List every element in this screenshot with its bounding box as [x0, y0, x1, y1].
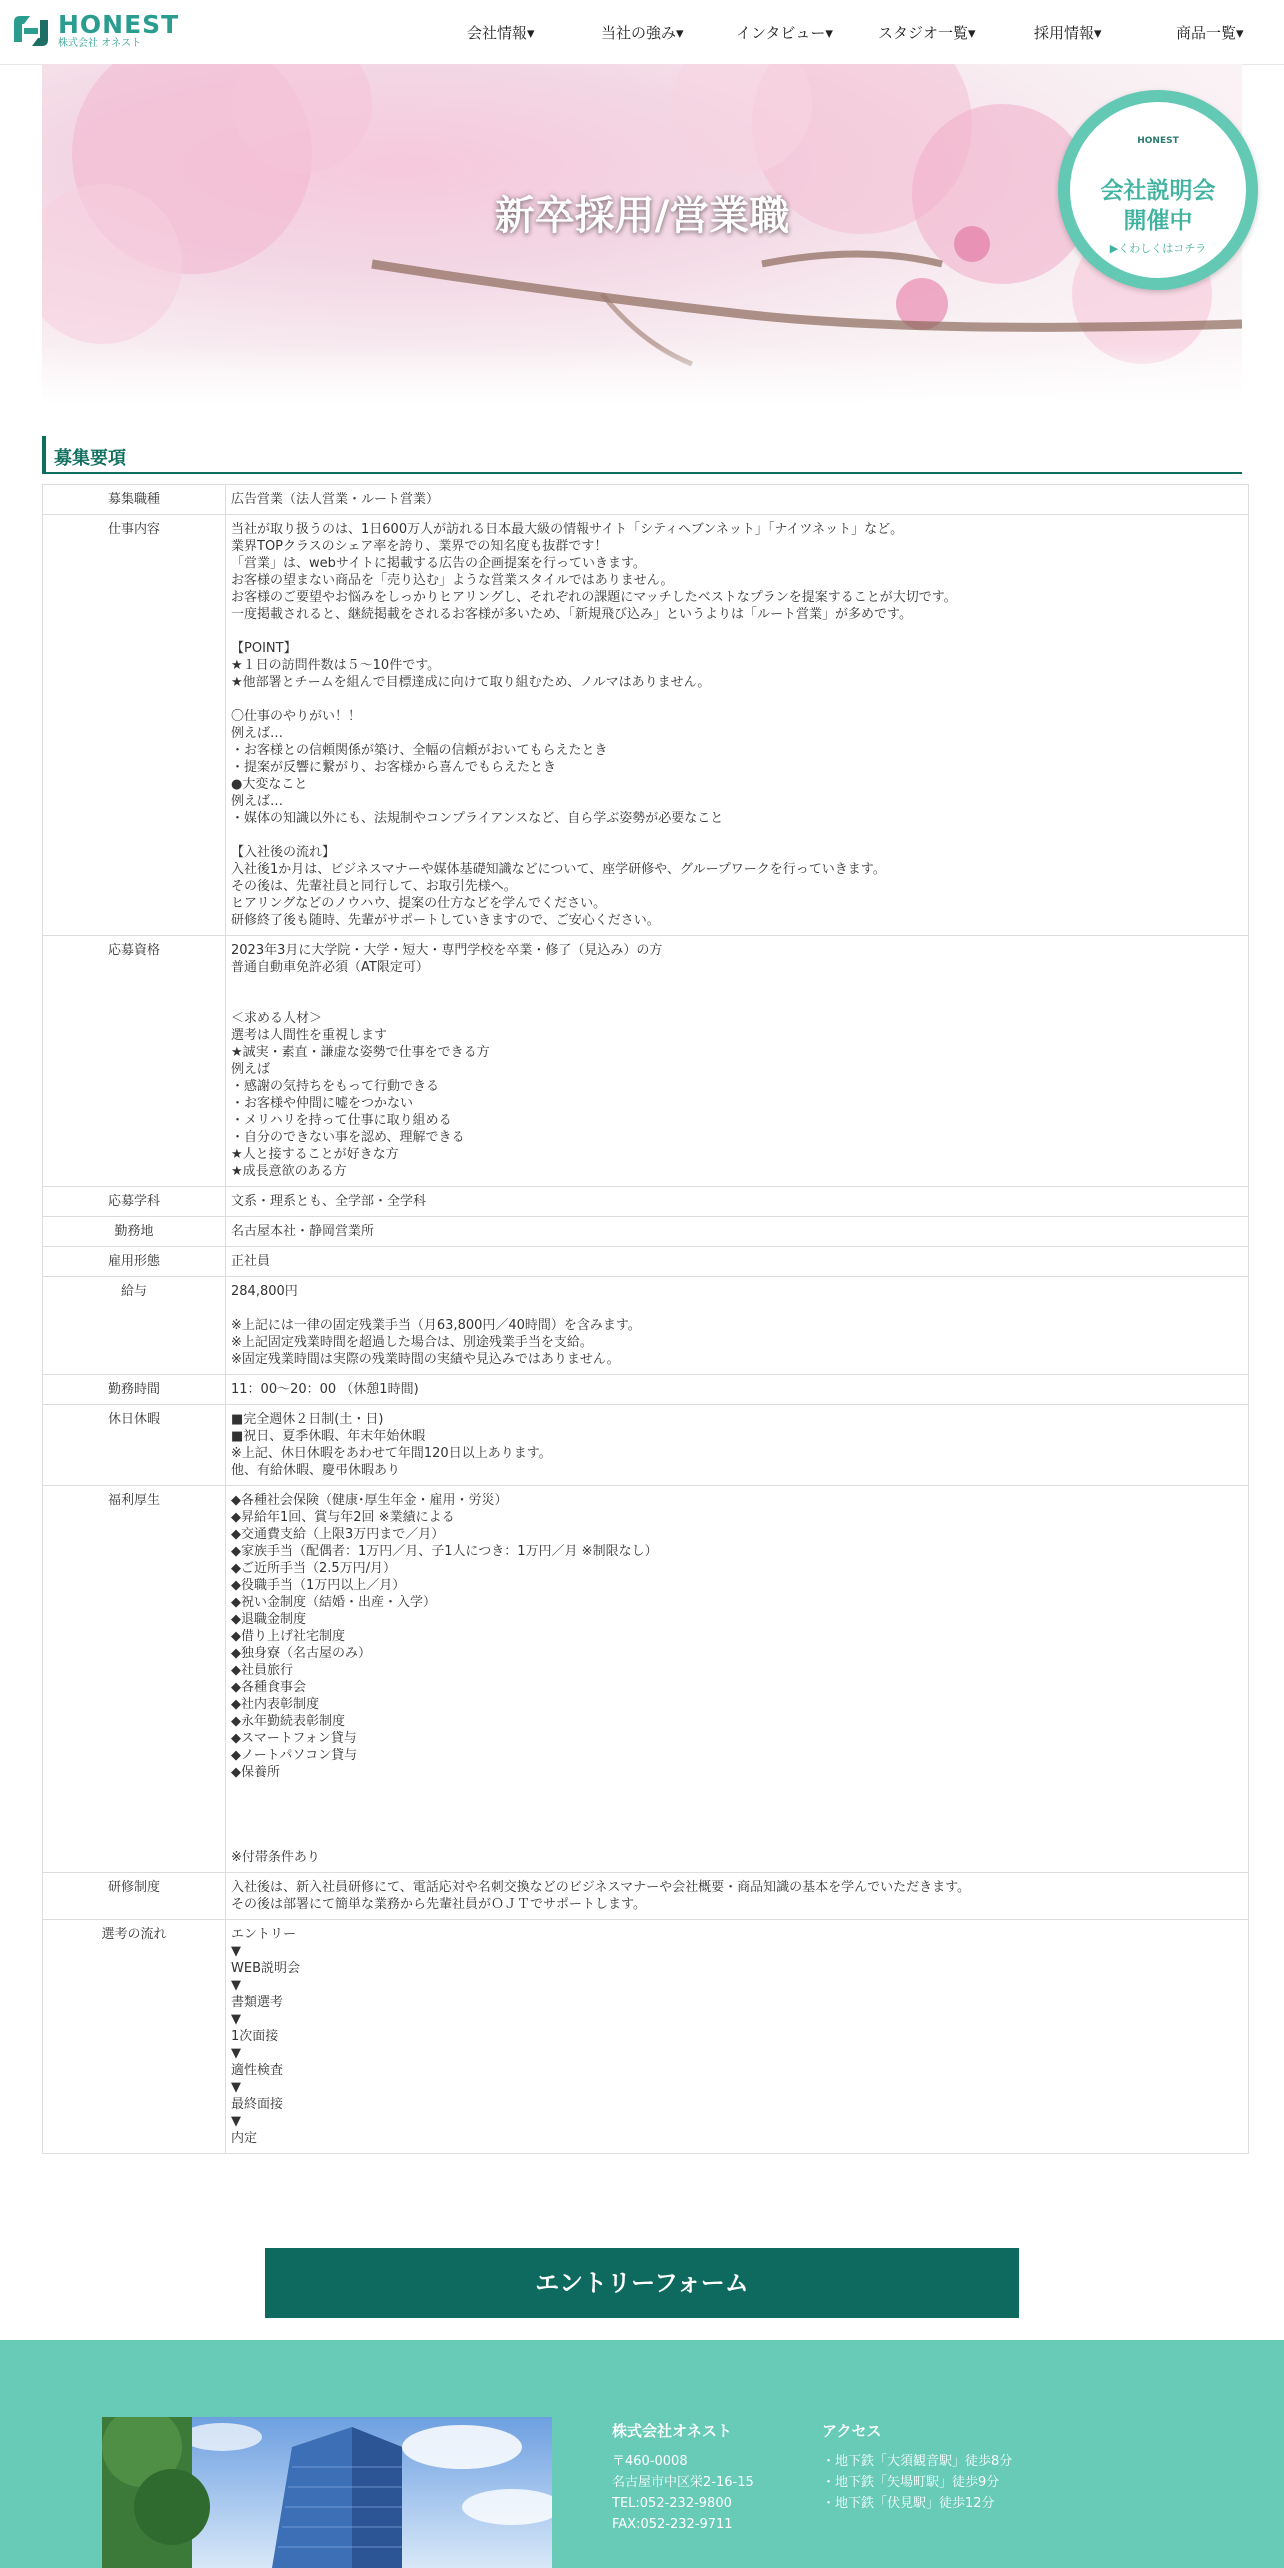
row-label: 給与 — [43, 1277, 226, 1375]
job-requirements-table — [42, 484, 1249, 2154]
row-label: 選考の流れ — [43, 1920, 226, 2154]
access-title: アクセス — [822, 2422, 882, 2440]
access-line: ・地下鉄「矢場町駅」徒歩9分 — [822, 2475, 1000, 2490]
row-value: 11：00～20：00 （休憩1時間) — [226, 1375, 1249, 1405]
row-value: エントリー ▼ WEB説明会 ▼ 書類選考 ▼ 1次面接 ▼ 適性検査 ▼ 最終面接 ▼ 内定 — [226, 1920, 1249, 2154]
building-image — [102, 2417, 552, 2568]
badge-line2: 開催中 — [1123, 208, 1193, 234]
access-line: ・地下鉄「大須観音駅」徒歩8分 — [822, 2454, 1013, 2469]
hero-title: 新卒採用/営業職 — [494, 193, 790, 239]
row-label: 勤務地 — [43, 1217, 226, 1247]
company-address: 名古屋市中区栄2-16-15 — [612, 2475, 754, 2490]
nav-item-studios[interactable]: スタジオ一覧▾ — [878, 24, 976, 42]
row-label: 応募資格 — [43, 936, 226, 1187]
table-row — [43, 1375, 1249, 1405]
row-label: 福利厚生 — [43, 1486, 226, 1873]
row-label: 募集職種 — [43, 485, 226, 515]
badge-details-link[interactable]: ▶くわしくはコチラ — [1109, 242, 1207, 255]
table-row — [43, 1920, 1249, 2154]
row-label: 研修制度 — [43, 1873, 226, 1920]
company-info — [612, 2420, 754, 2535]
row-value: 2023年3月に大学院・大学・短大・専門学校を卒業・修了（見込み）の方 普通自動車免許必須（AT限定可） ＜求める人材＞ 選考は人間性を重視します ★誠実・素直・謙虚な姿勢で仕事をできる方 例えば ・感謝の気持ちをもって行動できる ・お客様や仲間に嘘をつかない ・メリハリを持って仕事に取り組める ・自分のできない事を認め、理解できる ★人と接することが好きな方 ★成長意欲のある方 — [226, 936, 1249, 1187]
section-heading — [42, 436, 1242, 474]
nav-item-products[interactable]: 商品一覧▾ — [1176, 24, 1244, 42]
row-value: 正社員 — [226, 1247, 1249, 1277]
global-nav — [0, 22, 1284, 44]
table-row — [43, 485, 1249, 515]
badge-line1: 会社説明会 — [1100, 178, 1216, 204]
company-name: 株式会社オネスト — [612, 2422, 732, 2440]
table-row — [43, 936, 1249, 1187]
row-label: 雇用形態 — [43, 1247, 226, 1277]
row-value: 広告営業（法人営業・ルート営業） — [226, 485, 1249, 515]
office-building-photo — [102, 2417, 552, 2568]
nav-item-recruit[interactable]: 採用情報▾ — [1034, 24, 1102, 42]
row-value: ◆各種社会保険（健康･厚生年金・雇用・労災） ◆昇給年1回、賞与年2回 ※業績による ◆交通費支給（上限3万円まで／月） ◆家族手当（配偶者：1万円／月、子1人につき：1万円／月 ※制限なし） ◆ご近所手当（2.5万円/月） ◆役職手当（1万円以上／月） ◆祝い金制度（結婚・出産・入学） ◆退職金制度 ◆借り上げ社宅制度 ◆独身寮（名古屋のみ） ◆社員旅行 ◆各種食事会 ◆社内表彰制度 ◆永年勤続表彰制度 ◆スマートフォン貸与 ◆ノートパソコン貸与 ◆保養所 ※付帯条件あり — [226, 1486, 1249, 1873]
logo-subtitle: 株式会社 オネスト — [58, 38, 142, 49]
site-footer — [0, 2340, 1284, 2568]
table-row — [43, 1247, 1249, 1277]
site-header — [0, 0, 1284, 65]
row-label: 仕事内容 — [43, 515, 226, 936]
hero-banner — [42, 64, 1242, 404]
row-label: 休日休暇 — [43, 1405, 226, 1486]
badge-logo: HONEST — [1137, 136, 1179, 146]
row-label: 応募学科 — [43, 1187, 226, 1217]
row-value: 当社が取り扱うのは、1日600万人が訪れる日本最大級の情報サイト「シティヘブンネット」「ナイツネット」など。 業界TOPクラスのシェア率を誇り、業界での知名度も抜群です！ 「営業」は、webサイトに掲載する広告の企画提案を行っていきます。 お客様の望まない商品を「売り込む」ような営業スタイルではありません。 お客様のご要望やお悩みをしっかりヒアリングし、それぞれの課題にマッチしたベストなプランを提案することが大切です。 一度掲載されると、継続掲載をされるお客様が多いため、「新規飛び込み」というよりは「ルート営業」が多めです。 【POINT】 ★１日の訪問件数は５～10件です。 ★他部署とチームを組んで目標達成に向けて取り組むため、ノルマはありません。 〇仕事のやりがい！！ 例えば… ・お客様との信頼関係が築け、全幅の信頼がおいてもらえたとき ・提案が反響に繋がり、お客様から喜んでもらえたとき ●大変なこと 例えば… ・媒体の知識以外にも、法規制やコンプライアンスなど、自ら学ぶ姿勢が必要なこと 【入社後の流れ】 入社後1か月は、ビジネスマナーや媒体基礎知識などについて、座学研修や、グループワークを行っていきます。 その後は、先輩社員と同行して、お取引先様へ。 ヒアリングなどのノウハウ、提案の仕方などを学んでください。 研修終了後も随時、先輩がサポートしていきますので、ご安心ください。 — [226, 515, 1249, 936]
row-value: 入社後は、新入社員研修にて、電話応対や名刺交換などのビジネスマナーや会社概要・商品知識の基本を学んでいただきます。 その後は部署にて簡単な業務から先輩社員がＯＪＴでサポートします。 — [226, 1873, 1249, 1920]
company-tel[interactable]: TEL:052-232-9800 — [612, 2496, 732, 2511]
table-row — [43, 1187, 1249, 1217]
row-value: 文系・理系とも、全学部・全学科 — [226, 1187, 1249, 1217]
table-row — [43, 1405, 1249, 1486]
nav-item-interview[interactable]: インタビュー▾ — [736, 24, 833, 42]
logo-name: HONEST — [58, 10, 180, 39]
nav-item-strengths[interactable]: 当社の強み▾ — [601, 24, 684, 42]
table-row — [43, 1873, 1249, 1920]
nav-item-company[interactable]: 会社情報▾ — [467, 24, 535, 42]
access-line: ・地下鉄「伏見駅」徒歩12分 — [822, 2496, 995, 2511]
row-value: 名古屋本社・静岡営業所 — [226, 1217, 1249, 1247]
section-title: 募集要項 — [54, 448, 126, 469]
access-info — [822, 2420, 1012, 2514]
entry-form-button[interactable]: エントリーフォーム — [265, 2248, 1019, 2318]
table-row — [43, 1217, 1249, 1247]
table-row — [43, 515, 1249, 936]
company-postal: 〒460-0008 — [612, 2454, 688, 2469]
row-value: 284,800円 ※上記には一律の固定残業手当（月63,800円／40時間）を含みます。 ※上記固定残業時間を超過した場合は、別途残業手当を支給。 ※固定残業時間は実際の残業時間の実績や見込みではありません。 — [226, 1277, 1249, 1375]
row-value: ■完全週休２日制(土・日) ■祝日、夏季休暇、年末年始休暇 ※上記、休日休暇をあわせて年間120日以上あります。 他、有給休暇、慶弔休暇あり — [226, 1405, 1249, 1486]
table-row — [43, 1486, 1249, 1873]
company-fax: FAX:052-232-9711 — [612, 2517, 733, 2532]
table-row — [43, 1277, 1249, 1375]
briefing-session-badge[interactable] — [1058, 90, 1258, 290]
row-label: 勤務時間 — [43, 1375, 226, 1405]
